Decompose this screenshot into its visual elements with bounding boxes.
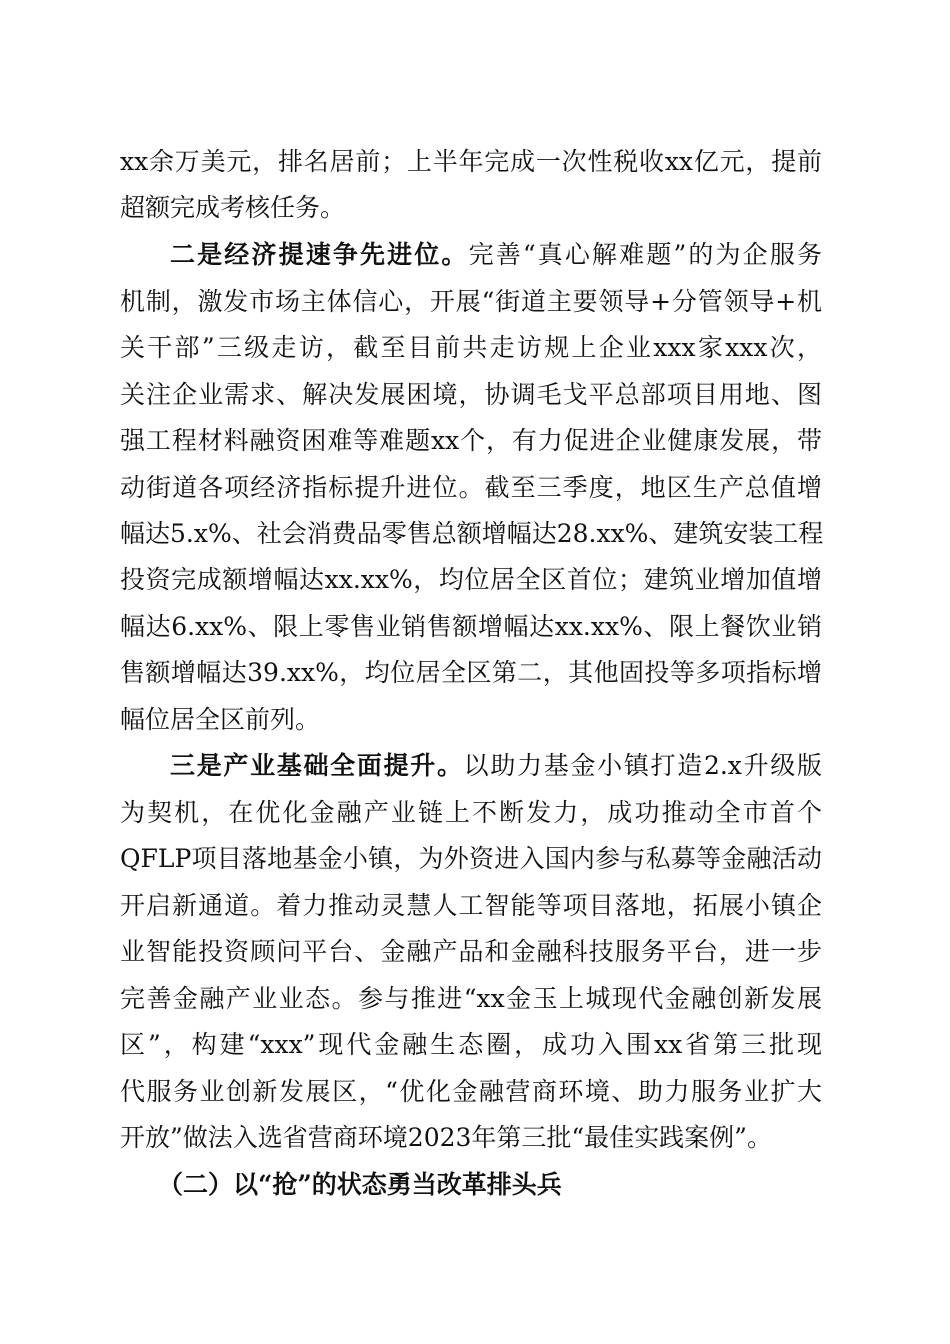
section-heading: （二）以“抢”的状态勇当改革排头兵 bbox=[158, 1170, 562, 1199]
text-line: 幅达5.x%、社会消费品零售总额增幅达28.xx%、建筑安装工程 bbox=[120, 519, 824, 548]
text-line: 强工程材料融资困难等难题xx个，有力促进企业健康发展，带 bbox=[120, 426, 822, 455]
text-line: 完善金融产业业态。参与推进“xx金玉上城现代金融创新发展 bbox=[120, 984, 822, 1013]
paragraph-3-first-line bbox=[170, 751, 822, 781]
text-line: 超额完成考核任务。 bbox=[120, 193, 346, 222]
paragraph-2-lead: 二是经济提速争先进位。 bbox=[170, 240, 469, 269]
text-line: xx余万美元，排名居前；上半年完成一次性税收xx亿元，提前 bbox=[120, 147, 822, 176]
text-line: 投资完成额增幅达xx.xx%，均位居全区首位；建筑业增加值增 bbox=[120, 565, 822, 594]
text-line: 幅位居全区前列。 bbox=[120, 705, 321, 734]
text-line: 关干部”三级走访，截至目前共走访规上企业xxx家xxx次， bbox=[120, 333, 822, 362]
text-line: 开放”做法入选省营商环境2023年第三批“最佳实践案例”。 bbox=[120, 1123, 772, 1152]
text-line: 区”，构建“xxx”现代金融生态圈，成功入围xx省第三批现 bbox=[120, 1030, 822, 1059]
paragraph-3-lead: 三是产业基础全面提升。 bbox=[170, 751, 464, 780]
text-line: 幅达6.xx%、限上零售业销售额增幅达xx.xx%、限上餐饮业销 bbox=[120, 612, 822, 641]
text-line: 动街道各项经济指标提升进位。截至三季度，地区生产总值增 bbox=[120, 473, 822, 502]
text-line: 售额增幅达39.xx%，均位居全区第二，其他固投等多项指标增 bbox=[120, 658, 822, 687]
paragraph-2-rest: 完善“真心解难题”的为企服务 bbox=[468, 240, 822, 269]
text-line: 业智能投资顾问平台、金融产品和金融科技服务平台，进一步 bbox=[120, 937, 822, 966]
paragraph-2-first-line bbox=[170, 240, 822, 270]
text-line: 代服务业创新发展区，“优化金融营商环境、助力服务业扩大 bbox=[120, 1077, 822, 1106]
paragraph-3-rest: 以助力基金小镇打造2.x升级版 bbox=[463, 751, 822, 780]
text-line: 开启新通道。着力推动灵慧人工智能等项目落地，拓展小镇企 bbox=[120, 891, 822, 920]
text-line: 关注企业需求、解决发展困境，协调毛戈平总部项目用地、图 bbox=[120, 380, 822, 409]
text-line: 为契机，在优化金融产业链上不断发力，成功推动全市首个 bbox=[120, 798, 822, 827]
text-line: QFLP项目落地基金小镇，为外资进入国内参与私募等金融活动 bbox=[120, 844, 822, 873]
text-line: 机制，激发市场主体信心，开展“街道主要领导+分管领导+机 bbox=[120, 287, 822, 316]
